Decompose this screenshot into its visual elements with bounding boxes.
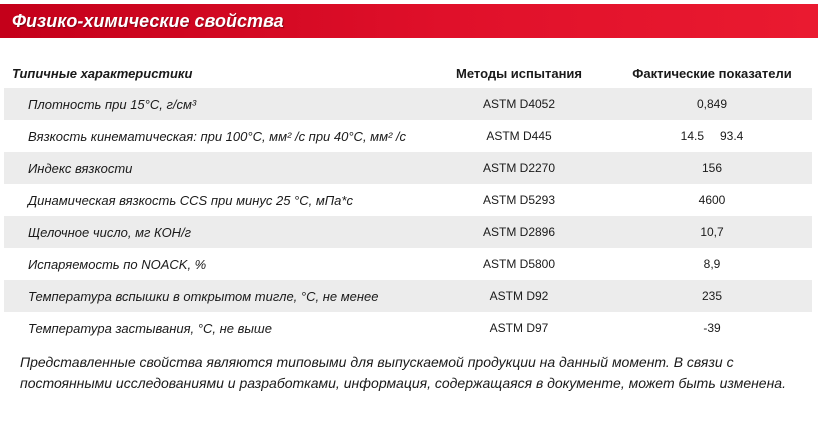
row-method: ASTM D92	[489, 289, 549, 303]
header-value: Фактические показатели	[632, 65, 792, 81]
row-characteristic: Температура вспышки в открытом тигле, °C, не менее	[28, 288, 379, 304]
disclaimer-note: Представленные свойства являются типовыми для выпускаемой продукции на данный момент. В связи с постоянными исследованиями и разработками, информация, содержащаяся в документе, может быть изменена.	[20, 354, 786, 391]
section-banner	[0, 4, 818, 38]
row-characteristic: Вязкость кинематическая: при 100°C, мм² /с при 40°C, мм² /с	[28, 128, 407, 144]
row-value: 10,7	[700, 225, 724, 239]
header-method: Методы испытания	[455, 65, 583, 81]
row-characteristic: Испаряемость по NOACK, %	[28, 256, 207, 272]
row-characteristic: Плотность при 15°C, г/см³	[28, 96, 197, 112]
row-value: 156	[701, 161, 723, 175]
row-characteristic: Щелочное число, мг КОН/г	[28, 224, 192, 240]
table-row	[4, 216, 812, 248]
row-method: ASTM D445	[486, 129, 552, 143]
table-row	[4, 88, 812, 120]
table-row	[4, 152, 812, 184]
table-row	[4, 280, 812, 312]
row-characteristic: Температура застывания, °C, не выше	[28, 320, 272, 336]
row-characteristic: Индекс вязкости	[28, 160, 133, 176]
row-method: ASTM D5800	[482, 257, 556, 271]
row-method: ASTM D2896	[482, 225, 556, 239]
table-row	[4, 248, 812, 280]
row-value: 8,9	[703, 257, 721, 271]
row-method: ASTM D5293	[482, 193, 556, 207]
row-value	[614, 120, 810, 152]
table-row	[4, 120, 812, 152]
row-value-40c: 93.4	[720, 129, 744, 143]
properties-table	[4, 58, 812, 344]
table-row	[4, 312, 812, 344]
row-value: 235	[701, 289, 723, 303]
row-value-100c: 14.5	[680, 129, 704, 143]
row-value: 0,849	[696, 97, 728, 111]
row-method: ASTM D97	[489, 321, 549, 335]
header-characteristic: Типичные характеристики	[12, 65, 193, 81]
row-method: ASTM D2270	[482, 161, 556, 175]
table-header-row	[4, 58, 812, 88]
row-method: ASTM D4052	[482, 97, 556, 111]
row-value: 4600	[698, 193, 726, 207]
row-characteristic: Динамическая вязкость CCS при минус 25 °C, мПа*с	[28, 192, 353, 208]
table-row	[4, 184, 812, 216]
row-value: -39	[703, 321, 721, 335]
section-title: Физико-химические свойства	[12, 11, 284, 31]
